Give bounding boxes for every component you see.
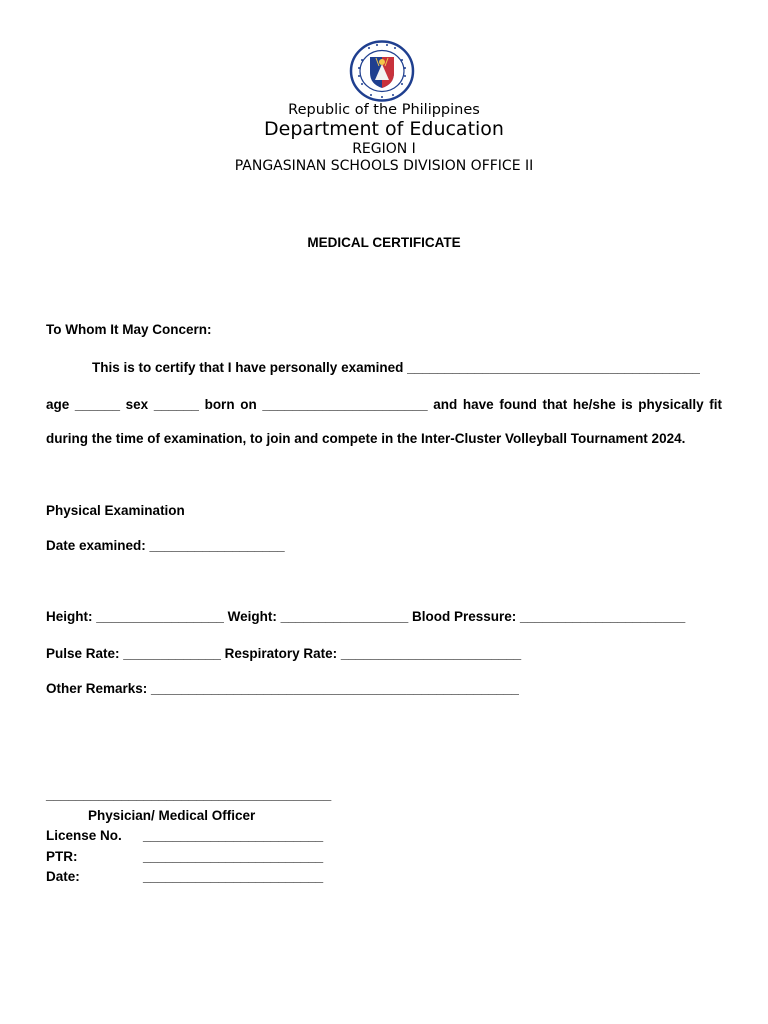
examination-purpose-line: during the time of examination, to join and compete in the Inter-Cluster Volleyball Tournament 2024.: [46, 431, 686, 446]
other-remarks-field: Other Remarks: _________________________________________________: [46, 681, 519, 696]
date-label: Date:: [46, 869, 80, 884]
ptr-blank: ________________________: [143, 849, 324, 864]
deped-seal-icon: [349, 40, 415, 102]
department-title: Department of Education: [264, 118, 504, 140]
salutation: To Whom It May Concern:: [46, 322, 212, 337]
age-sex-born-line: age ______ sex ______ born on ______________________ and have found that he/she is physically fit: [46, 397, 722, 412]
region-text: REGION I: [352, 141, 416, 157]
date-examined-field: Date examined: __________________: [46, 538, 285, 553]
republic-text: Republic of the Philippines: [288, 102, 480, 118]
ptr-label: PTR:: [46, 849, 78, 864]
rates-line: Pulse Rate: _____________ Respiratory Rate: ________________________: [46, 646, 522, 661]
physical-exam-heading: Physical Examination: [46, 503, 185, 518]
division-office-text: PANGASINAN SCHOOLS DIVISION OFFICE II: [234, 158, 534, 174]
signature-line: ______________________________________: [46, 787, 332, 802]
document-title: MEDICAL CERTIFICATE: [307, 235, 461, 250]
license-blank: ________________________: [143, 828, 324, 843]
date-blank: ________________________: [143, 869, 324, 884]
certify-line: This is to certify that I have personally examined _______________________________________: [92, 360, 700, 375]
physician-role-label: Physician/ Medical Officer: [88, 808, 256, 823]
measurements-line: Height: _________________ Weight: _________________ Blood Pressure: ______________________: [46, 609, 686, 624]
license-label: License No.: [46, 828, 122, 843]
